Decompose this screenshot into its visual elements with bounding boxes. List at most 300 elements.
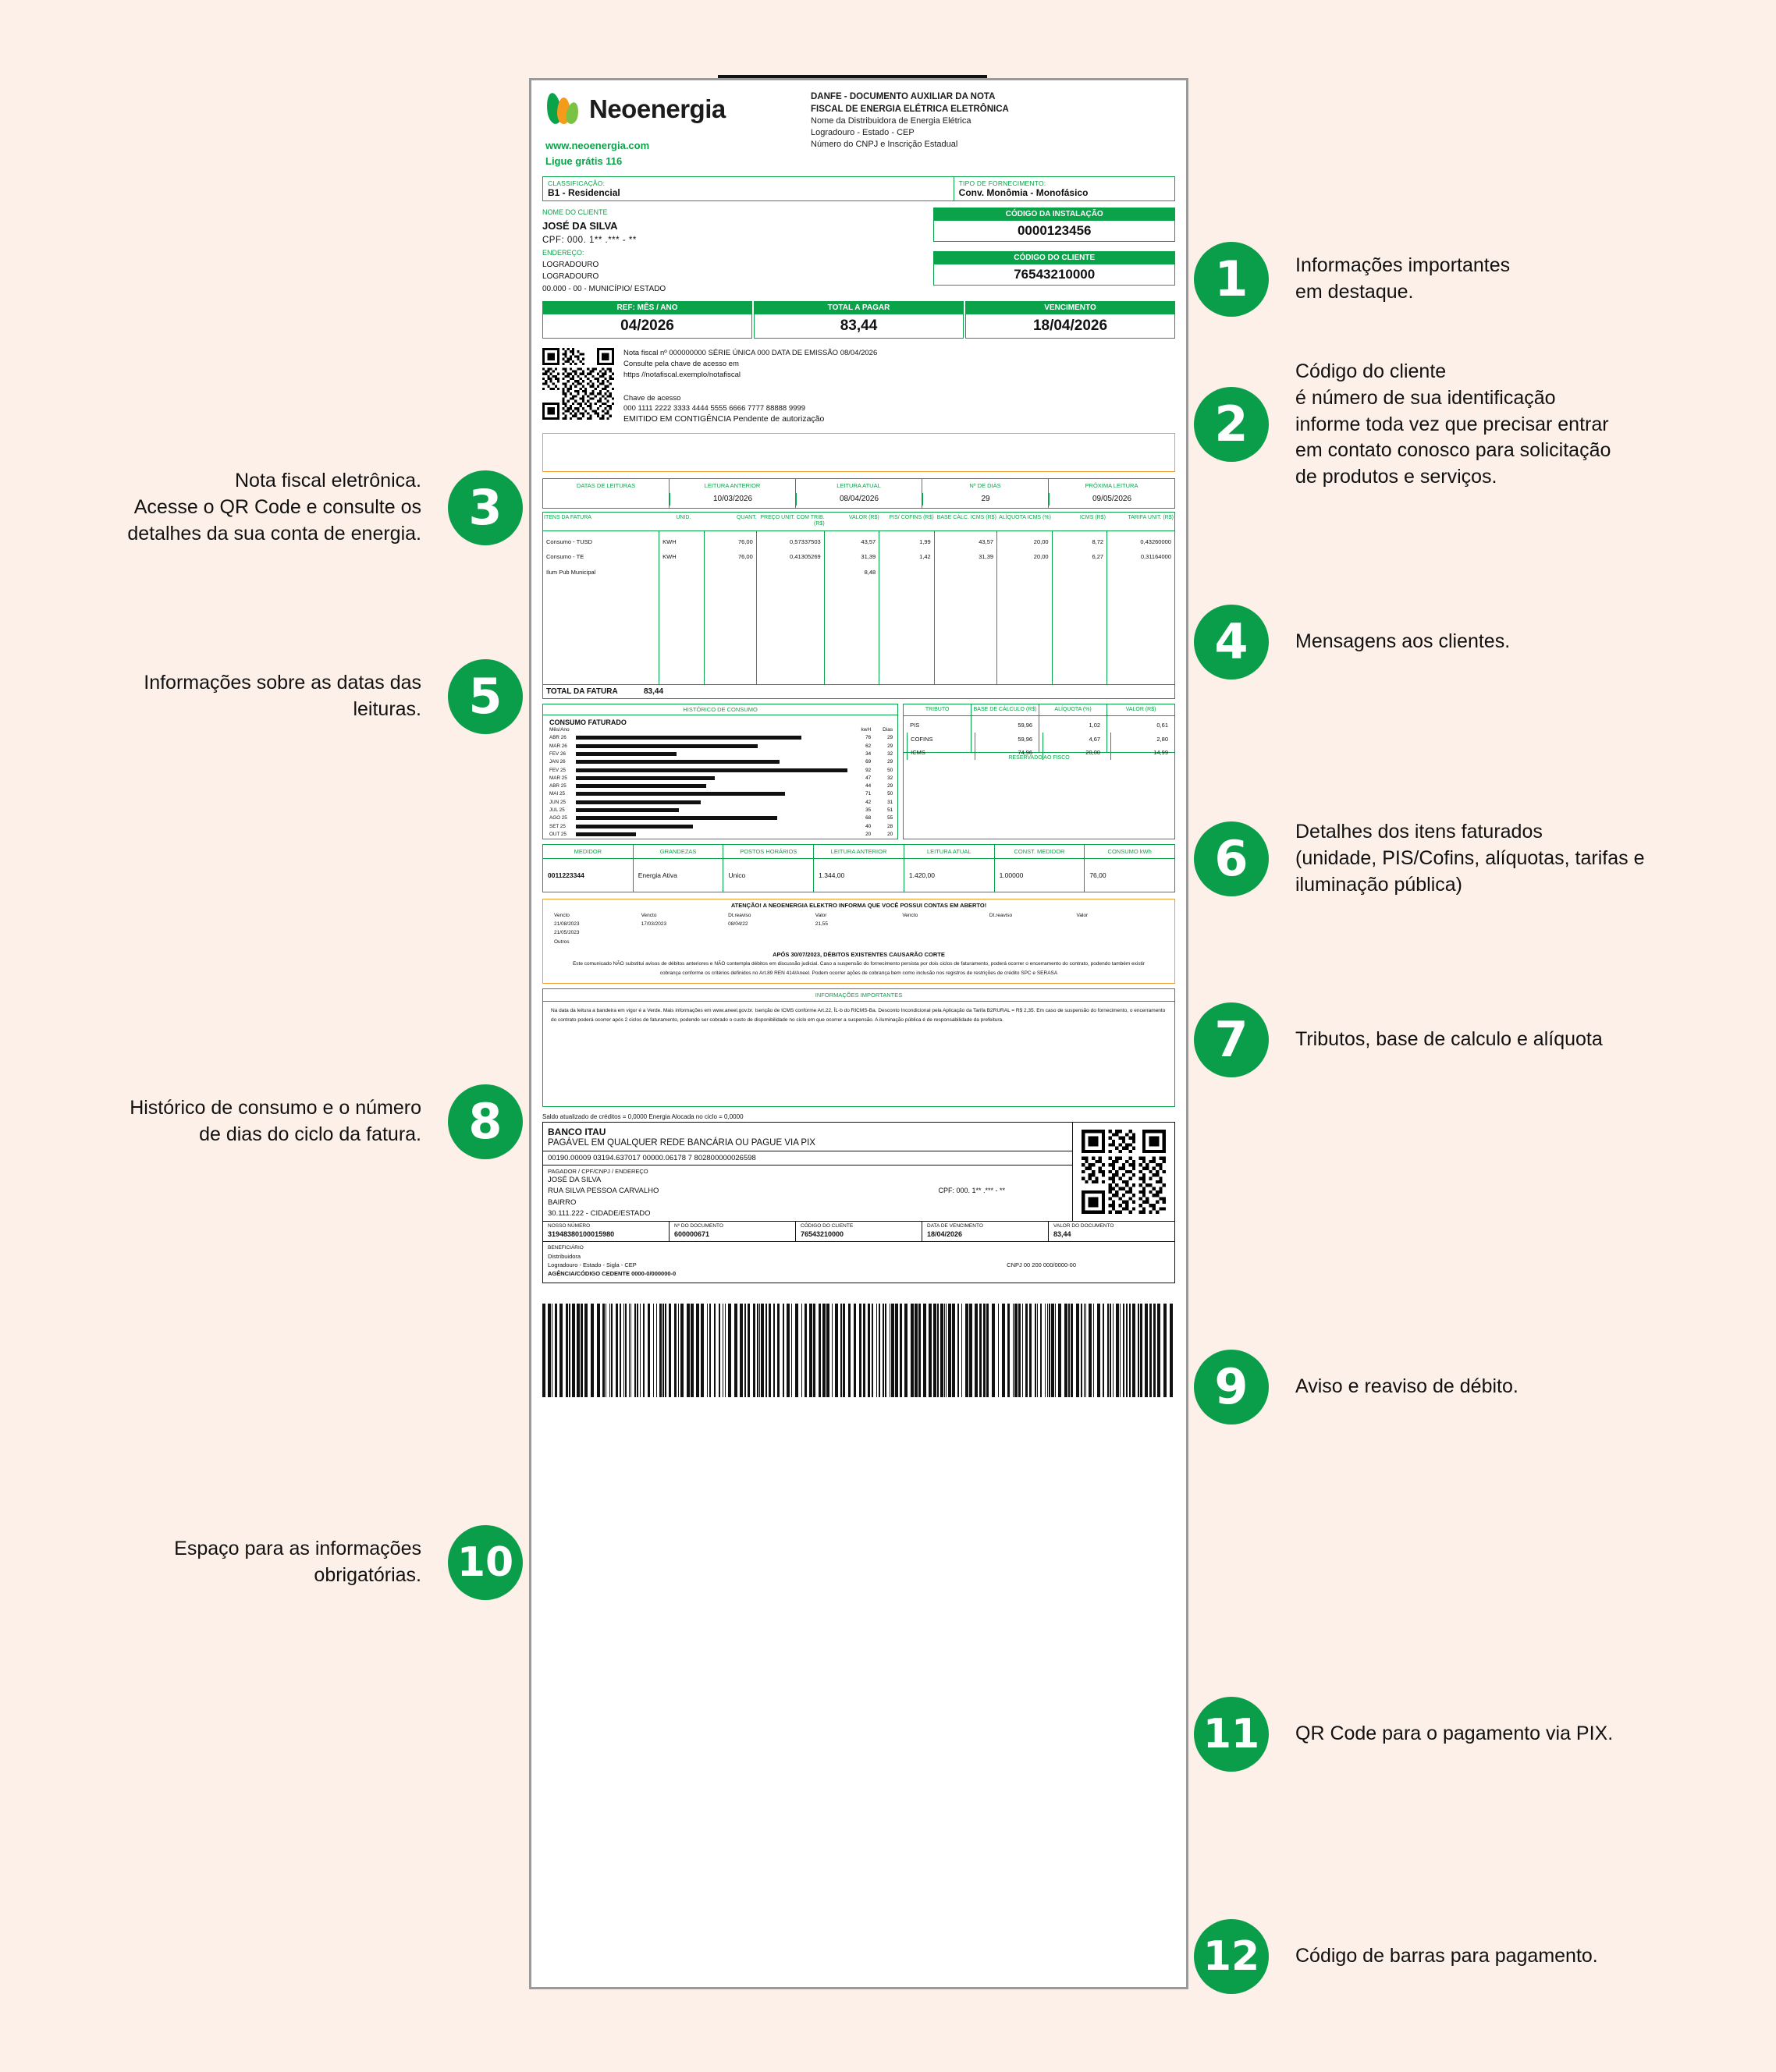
col-header-valor: VALOR (R$) bbox=[848, 514, 879, 520]
barcode-bar bbox=[795, 1304, 798, 1397]
barcode-bar bbox=[769, 1304, 771, 1397]
slip-label-4: VALOR DO DOCUMENTO bbox=[1053, 1223, 1114, 1229]
callout-7-number: 7 bbox=[1194, 1002, 1269, 1077]
history-kwh: 69 bbox=[865, 759, 872, 765]
barcode-bar bbox=[1081, 1304, 1082, 1397]
barcode-bar bbox=[940, 1304, 943, 1397]
item-preco-1: 0,41305269 bbox=[790, 553, 821, 561]
beneficiary-label: BENEFICIÁRIO bbox=[548, 1245, 584, 1251]
barcode-bar bbox=[669, 1304, 671, 1397]
history-days: 32 bbox=[887, 750, 893, 757]
callout-1-number: 1 bbox=[1194, 242, 1269, 317]
history-month: OUT 25 bbox=[549, 831, 567, 837]
history-bar bbox=[576, 792, 785, 796]
history-row bbox=[543, 766, 897, 774]
barcode-bar bbox=[975, 1304, 978, 1397]
history-bar-track bbox=[576, 792, 847, 796]
classification-label: CLASSIFICAÇÃO: bbox=[548, 179, 606, 187]
history-bar-track bbox=[576, 832, 847, 836]
danfe-line-5: Número do CNPJ e Inscrição Estadual bbox=[811, 139, 958, 149]
barcode-bar bbox=[1132, 1304, 1135, 1397]
barcode-bar bbox=[640, 1304, 641, 1397]
barcode-bar bbox=[777, 1304, 780, 1397]
barcode-bar bbox=[1093, 1304, 1094, 1397]
barcode-bar bbox=[883, 1304, 884, 1397]
barcode-bar bbox=[848, 1304, 851, 1397]
barcode-bar bbox=[1153, 1304, 1156, 1397]
slip-field-codigo-cliente bbox=[795, 1222, 922, 1241]
barcode-bar bbox=[961, 1304, 962, 1397]
barcode-bar bbox=[665, 1304, 666, 1397]
debt-col0-v1: 21/08/2023 bbox=[554, 921, 580, 927]
barcode-bar bbox=[753, 1304, 755, 1397]
beneficiary-name: Distribuidora bbox=[548, 1252, 581, 1260]
barcode-bar bbox=[863, 1304, 865, 1397]
history-col-kwh: kwH bbox=[861, 726, 872, 733]
history-month: MAI 25 bbox=[549, 791, 565, 797]
pix-qr-code[interactable] bbox=[1072, 1123, 1174, 1221]
history-days: 29 bbox=[887, 743, 893, 749]
item-unid-1: KWH bbox=[662, 553, 677, 561]
barcode-bar bbox=[1025, 1304, 1028, 1397]
summary-label-total: TOTAL A PAGAR bbox=[754, 301, 964, 314]
col-header-base: BASE CÁLC. ICMS (R$) bbox=[936, 514, 996, 520]
invoice-items-body bbox=[543, 531, 1174, 684]
item-aliq-0: 20,00 bbox=[1033, 538, 1049, 545]
debt-notice-table bbox=[543, 911, 1174, 947]
callout-9 bbox=[1194, 1350, 1518, 1424]
barcode-bar bbox=[1123, 1304, 1124, 1397]
callout-12-number: 12 bbox=[1194, 1919, 1269, 1994]
beneficiary-address: Logradouro - Estado - Sigla - CEP bbox=[548, 1261, 637, 1269]
barcode-bar bbox=[1035, 1304, 1036, 1397]
item-desc-0: Consumo - TUSD bbox=[546, 538, 593, 545]
history-kwh: 20 bbox=[865, 831, 872, 837]
reading-dates-table bbox=[542, 478, 1175, 509]
emission-status: EMITIDO EM CONTIGÊNCIA Pendente de autorização bbox=[623, 414, 825, 424]
barcode-bar bbox=[1049, 1304, 1050, 1397]
meter-col-4: LEITURA ATUAL bbox=[904, 845, 994, 858]
history-row bbox=[543, 774, 897, 782]
barcode-bar bbox=[1138, 1304, 1139, 1397]
history-kwh: 47 bbox=[865, 775, 872, 781]
barcode-bar bbox=[725, 1304, 726, 1397]
barcode-bar bbox=[1007, 1304, 1010, 1397]
barcode-bar bbox=[911, 1304, 914, 1397]
col-header-quant: QUANT. bbox=[736, 514, 757, 520]
history-days: 55 bbox=[887, 815, 893, 821]
meter-col-1: GRANDEZAS bbox=[633, 845, 723, 858]
barcode-bar bbox=[701, 1304, 704, 1397]
history-kwh: 76 bbox=[865, 735, 872, 741]
barcode-bar bbox=[719, 1304, 720, 1397]
barcode-bar bbox=[813, 1304, 815, 1397]
summary-value-ref: 04/2026 bbox=[542, 314, 752, 339]
callout-7-text: Tributos, base de calculo e alíquota bbox=[1295, 1028, 1603, 1051]
barcode-bar bbox=[801, 1304, 802, 1397]
installation-code-label: CÓDIGO DA INSTALAÇÃO bbox=[933, 208, 1175, 221]
barcode-bar bbox=[1157, 1304, 1160, 1397]
barcode-bar bbox=[602, 1304, 605, 1397]
barcode-bar bbox=[629, 1304, 630, 1397]
col-header-desc: ITENS DA FATURA bbox=[544, 514, 591, 520]
payment-slip bbox=[542, 1122, 1175, 1283]
barcode-bar bbox=[946, 1304, 947, 1397]
callout-2-number: 2 bbox=[1194, 387, 1269, 462]
barcode-bar bbox=[1140, 1304, 1142, 1397]
previous-reading-label: LEITURA ANTERIOR bbox=[704, 481, 761, 489]
history-bar bbox=[576, 825, 693, 828]
debt-cutoff-warning: APÓS 30/07/2023, DÉBITOS EXISTENTES CAUSARÃO CORTE bbox=[773, 951, 945, 959]
barcode-bar bbox=[957, 1304, 960, 1397]
history-month: JUL 25 bbox=[549, 807, 565, 813]
barcode-bar bbox=[759, 1304, 760, 1397]
barcode-bar bbox=[809, 1304, 812, 1397]
debt-col0-v3: Outros bbox=[554, 938, 570, 945]
item-quant-0: 76,00 bbox=[738, 538, 753, 545]
access-key-value: 000 1111 2222 3333 4444 5555 6666 7777 88888 9999 bbox=[623, 403, 805, 413]
supply-type-label: TIPO DE FORNECIMENTO: bbox=[958, 179, 1046, 187]
slip-field-documento bbox=[669, 1222, 795, 1241]
history-bar bbox=[576, 832, 636, 836]
barcode-bar bbox=[597, 1304, 600, 1397]
history-bar-track bbox=[576, 784, 847, 788]
barcode-bar bbox=[734, 1304, 737, 1397]
callout-10-text: Espaço para as informações obrigatórias. bbox=[174, 1538, 421, 1586]
tax-aliq-0: 1,02 bbox=[1089, 722, 1101, 729]
barcode-bar bbox=[581, 1304, 583, 1397]
history-month: MAR 26 bbox=[549, 743, 567, 749]
barcode-bar bbox=[1107, 1304, 1109, 1397]
barcode-bar bbox=[653, 1304, 654, 1397]
nfe-url[interactable]: https //notafiscal.exemplo/notafiscal bbox=[623, 370, 741, 379]
history-row bbox=[543, 798, 897, 806]
barcode-bar bbox=[915, 1304, 918, 1397]
callout-12 bbox=[1194, 1919, 1598, 1994]
important-information-text: Na data da leitura a bandeira em vigor é a Verde. Mais informações em www.aneel.gov.br. Isenção de ICMS conforme Art.22, ÍL-b do RICMS-Ba. Desconto Incondicional pela Aplicação da Tarifa B2RURAL = R$ 2,35. Em caso de suspensão do fornecimento, o encerramento do contrato poderá ocorrer após 2 ciclos de faturamento, podendo ser cobrado o custo de disponibilidade no ciclo em que ocorrer a suspensão. A iluminação pública é de responsabilidade da prefeitura. bbox=[551, 1008, 1166, 1024]
important-information-box bbox=[542, 988, 1175, 1107]
barcode-bar bbox=[986, 1304, 989, 1397]
tax-valor-2: 14,99 bbox=[1110, 746, 1171, 760]
debt-col5-h: Dt.reaviso bbox=[989, 912, 1013, 918]
history-month: JAN 26 bbox=[549, 759, 566, 765]
meter-value-2: Unico bbox=[723, 859, 813, 892]
barcode-bar bbox=[937, 1304, 939, 1397]
tax-col-aliquota: ALÍQUOTA (%) bbox=[1039, 704, 1106, 715]
barcode-bar bbox=[1089, 1304, 1092, 1397]
slip-field-valor bbox=[1048, 1222, 1174, 1241]
history-row bbox=[543, 750, 897, 757]
barcode-bar bbox=[843, 1304, 845, 1397]
barcode-bar bbox=[709, 1304, 711, 1397]
item-desc-1: Consumo - TE bbox=[546, 553, 584, 561]
customer-code-value: 76543210000 bbox=[933, 264, 1175, 286]
barcode-bar bbox=[714, 1304, 716, 1397]
tax-aliq-2: 20,00 bbox=[1043, 746, 1103, 760]
barcode-bar bbox=[918, 1304, 921, 1397]
item-desc-2: Ilum Pub Municipal bbox=[546, 568, 596, 576]
barcode-bar bbox=[1068, 1304, 1070, 1397]
history-bar-track bbox=[576, 744, 847, 748]
callout-6-number: 6 bbox=[1194, 821, 1269, 896]
danfe-line-3: Nome da Distribuidora de Energia Elétrica bbox=[811, 116, 971, 126]
days-count-label: Nº DE DIAS bbox=[969, 481, 1001, 489]
history-row bbox=[543, 806, 897, 814]
barcode-bar bbox=[872, 1304, 873, 1397]
barcode-bar bbox=[744, 1304, 746, 1397]
history-kwh: 92 bbox=[865, 767, 872, 773]
col-header-tarifa: TARIFA UNIT. (R$) bbox=[1128, 514, 1174, 520]
callout-3-number: 3 bbox=[448, 470, 523, 545]
tax-base-0: 59,96 bbox=[1018, 722, 1033, 729]
barcode-bar bbox=[1085, 1304, 1086, 1397]
payer-address-2: BAIRRO bbox=[548, 1197, 577, 1207]
history-kwh: 35 bbox=[865, 807, 872, 813]
meter-col-6: CONSUMO kWh bbox=[1084, 845, 1174, 858]
debt-col3-h: Valor bbox=[815, 912, 827, 918]
barcode-bar bbox=[566, 1304, 568, 1397]
danfe-line-2: FISCAL DE ENERGIA ELÉTRICA ELETRÔNICA bbox=[811, 104, 1009, 114]
history-bar-track bbox=[576, 816, 847, 820]
summary-value-total: 83,44 bbox=[754, 314, 964, 339]
debt-col2-v1: 08/04/22 bbox=[728, 921, 748, 927]
current-reading-label: LEITURA ATUAL bbox=[836, 481, 881, 489]
col-header-aliquota: ALÍQUOTA ICMS (%) bbox=[999, 514, 1051, 520]
item-pis-0: 1,99 bbox=[919, 538, 931, 545]
history-days: 50 bbox=[887, 767, 893, 773]
history-bar-track bbox=[576, 760, 847, 764]
barcode-bar bbox=[630, 1304, 631, 1397]
history-month: JUN 25 bbox=[549, 799, 566, 805]
history-bar-track bbox=[576, 808, 847, 812]
callout-10 bbox=[47, 1525, 523, 1600]
item-quant-1: 76,00 bbox=[738, 553, 753, 561]
reading-dates-title: DATAS DE LEITURAS bbox=[576, 481, 636, 489]
installation-code-value: 0000123456 bbox=[933, 221, 1175, 242]
payer-cpf: CPF: 000. 1** .*** - ** bbox=[938, 1187, 1005, 1195]
barcode-bar bbox=[1149, 1304, 1152, 1397]
payment-instruction: PAGÁVEL EM QUALQUER REDE BANCÁRIA OU PAGUE VIA PIX bbox=[548, 1138, 815, 1148]
callout-4-text: Mensagens aos clientes. bbox=[1295, 630, 1511, 653]
history-bar-track bbox=[576, 768, 847, 772]
customer-messages-box bbox=[542, 433, 1175, 472]
barcode-bar bbox=[876, 1304, 877, 1397]
history-row bbox=[543, 830, 897, 838]
barcode-bar bbox=[687, 1304, 690, 1397]
item-base-0: 43,57 bbox=[979, 538, 994, 545]
beneficiary-agency: AGÊNCIA/CÓDIGO CEDENTE 0000-0/000000-0 bbox=[548, 1270, 677, 1278]
debt-col1-h: Vencto bbox=[641, 912, 657, 918]
flame-logo-icon bbox=[545, 91, 581, 127]
invoice-total-label: TOTAL DA FATURA bbox=[546, 687, 618, 696]
history-month: MAR 25 bbox=[549, 775, 567, 781]
history-bar-track bbox=[576, 752, 847, 756]
meter-table bbox=[542, 844, 1175, 892]
barcode-bar bbox=[868, 1304, 870, 1397]
item-valor-1: 31,39 bbox=[861, 553, 876, 561]
barcode-bar bbox=[548, 1304, 551, 1397]
barcode-bar bbox=[559, 1304, 563, 1397]
callout-1-text: Informações importantes em destaque. bbox=[1295, 254, 1511, 303]
summary-cell-total bbox=[754, 301, 964, 339]
barcode-bar bbox=[542, 1304, 545, 1397]
barcode-bar bbox=[1029, 1304, 1032, 1397]
barcode-bar bbox=[1002, 1304, 1005, 1397]
fiscal-reserved-label: RESERVADO AO FISCO bbox=[904, 752, 1174, 763]
debt-col2-h: Dt.reaviso bbox=[728, 912, 751, 918]
barcode-bar bbox=[1064, 1304, 1067, 1397]
barcode-bar bbox=[1013, 1304, 1014, 1397]
barcode-bar bbox=[757, 1304, 758, 1397]
barcode-bar bbox=[819, 1304, 821, 1397]
col-header-preco: PREÇO UNIT. COM TRIB. (R$) bbox=[760, 514, 825, 527]
barcode-bar bbox=[662, 1304, 664, 1397]
danfe-line-1: DANFE - DOCUMENTO AUXILIAR DA NOTA bbox=[811, 92, 996, 101]
history-bar bbox=[576, 776, 715, 780]
slip-value-0: 31948380100015980 bbox=[548, 1230, 615, 1239]
item-icms-1: 6,27 bbox=[1092, 553, 1104, 561]
debt-col4-h: Vencto bbox=[902, 912, 918, 918]
barcode-bar bbox=[1163, 1304, 1167, 1397]
barcode-bar bbox=[1103, 1304, 1104, 1397]
history-bar bbox=[576, 752, 677, 756]
barcode-bar bbox=[577, 1304, 580, 1397]
meter-value-4: 1.420,00 bbox=[904, 859, 994, 892]
history-month: ABR 25 bbox=[549, 783, 567, 789]
barcode-bar bbox=[555, 1304, 557, 1397]
tax-col-base: BASE DE CÁLCULO (R$) bbox=[971, 704, 1039, 715]
history-bar bbox=[576, 768, 847, 772]
barcode-bar bbox=[656, 1304, 657, 1397]
history-days: 51 bbox=[887, 807, 893, 813]
history-subtitle: CONSUMO FATURADO bbox=[549, 718, 627, 726]
callout-5 bbox=[47, 659, 523, 734]
history-month: SET 25 bbox=[549, 823, 566, 829]
callout-12-text: Código de barras para pagamento. bbox=[1295, 1945, 1598, 1967]
next-reading-value: 09/05/2026 bbox=[1049, 493, 1174, 506]
bill-header bbox=[531, 80, 1186, 172]
slip-label-3: DATA DE VENCIMENTO bbox=[927, 1223, 983, 1229]
barcode-bar bbox=[983, 1304, 986, 1397]
item-icms-0: 8,72 bbox=[1092, 538, 1104, 545]
history-days: 29 bbox=[887, 783, 893, 789]
next-reading-label: PRÓXIMA LEITURA bbox=[1085, 481, 1138, 489]
brand-phone: Ligue grátis 116 bbox=[545, 154, 623, 167]
item-base-1: 31,39 bbox=[979, 553, 994, 561]
payment-barcode bbox=[542, 1304, 1175, 1397]
barcode-bar bbox=[895, 1304, 898, 1397]
barcode-bar bbox=[659, 1304, 662, 1397]
slip-field-nosso-numero bbox=[543, 1222, 669, 1241]
barcode-bar bbox=[826, 1304, 829, 1397]
callout-9-text: Aviso e reaviso de débito. bbox=[1295, 1375, 1518, 1398]
barcode-bar bbox=[992, 1304, 995, 1397]
tax-valor-1: 2,80 bbox=[1110, 733, 1171, 747]
taxes-panel bbox=[903, 704, 1175, 839]
callout-7 bbox=[1194, 1002, 1603, 1077]
callout-1 bbox=[1194, 242, 1510, 317]
barcode-bar bbox=[1071, 1304, 1073, 1397]
barcode-bar bbox=[1045, 1304, 1046, 1397]
history-row bbox=[543, 814, 897, 822]
customer-name-label: NOME DO CLIENTE bbox=[542, 208, 608, 216]
barcode-bar bbox=[761, 1304, 764, 1397]
barcode-bar bbox=[854, 1304, 856, 1397]
meter-value-5: 1.00000 bbox=[994, 859, 1085, 892]
meter-value-0: 0011223344 bbox=[548, 871, 584, 879]
tax-name-1: COFINS bbox=[907, 733, 968, 747]
meter-value-6: 76,00 bbox=[1084, 859, 1174, 892]
history-kwh: 68 bbox=[865, 815, 872, 821]
meter-row bbox=[543, 859, 1174, 892]
classification-value: B1 - Residencial bbox=[548, 187, 620, 198]
history-month: FEV 26 bbox=[549, 750, 566, 757]
barcode-bar bbox=[979, 1304, 982, 1397]
consumption-history-panel bbox=[542, 704, 898, 839]
barcode-bar bbox=[965, 1304, 968, 1397]
summary-label-due: VENCIMENTO bbox=[965, 301, 1175, 314]
barcode-bar bbox=[933, 1304, 936, 1397]
history-kwh: 44 bbox=[865, 783, 872, 789]
barcode-bar bbox=[1055, 1304, 1056, 1397]
history-days: 31 bbox=[887, 799, 893, 805]
barcode-bar bbox=[569, 1304, 570, 1397]
meter-value-1: Energia Ativa bbox=[633, 859, 723, 892]
history-bar bbox=[576, 808, 679, 812]
debt-col6-h: Valor bbox=[1076, 912, 1089, 918]
barcode-bar bbox=[1145, 1304, 1148, 1397]
callout-8-text: Histórico de consumo e o número de dias do ciclo da fatura. bbox=[130, 1097, 421, 1145]
barcode-bar bbox=[859, 1304, 861, 1397]
barcode-bar bbox=[678, 1304, 679, 1397]
slip-value-4: 83,44 bbox=[1053, 1230, 1071, 1239]
history-kwh: 62 bbox=[865, 743, 872, 749]
customer-name: JOSÉ DA SILVA bbox=[542, 219, 618, 232]
callout-3 bbox=[47, 468, 523, 547]
barcode-bar bbox=[805, 1304, 807, 1397]
callout-5-text: Informações sobre as datas das leituras. bbox=[144, 672, 421, 720]
barcode-bar bbox=[740, 1304, 743, 1397]
barcode-bar bbox=[609, 1304, 610, 1397]
barcode-bar bbox=[1040, 1304, 1042, 1397]
brand-website[interactable]: www.neoenergia.com bbox=[545, 140, 650, 151]
nfe-qr-code[interactable] bbox=[542, 348, 614, 420]
debt-col3-v1: 21,55 bbox=[815, 921, 829, 927]
callout-9-number: 9 bbox=[1194, 1350, 1269, 1424]
barcode-bar bbox=[1047, 1304, 1048, 1397]
col-header-icms: ICMS (R$) bbox=[1079, 514, 1106, 520]
history-row bbox=[543, 734, 897, 742]
slip-label-2: CÓDIGO DO CLIENTE bbox=[801, 1223, 854, 1229]
debt-col0-v2: 21/05/2023 bbox=[554, 930, 580, 936]
barcode-bar bbox=[1126, 1304, 1128, 1397]
nfe-line-1: Nota fiscal nº 000000000 SÉRIE ÚNICA 000 DATA DE EMISSÃO 08/04/2026 bbox=[623, 349, 878, 358]
history-bar bbox=[576, 760, 780, 764]
barcode-bar bbox=[1076, 1304, 1079, 1397]
debt-notice-text: Este comunicado NÃO substitui avisos de débitos anteriores e NÃO contempla débitos em discussão judicial. Caso a suspensão do fornecimento persista por dois ciclos de faturamento, poderá ocorrer o encerramento do contrato, podendo também existir cobrança conforme os critérios definidos no Art.89 REN 414/Aneel. Podem ocorrer ações de cobrança bem como inclusão nos registros de restrições de crédito SPC e SERASA bbox=[572, 961, 1146, 977]
previous-reading-value: 10/03/2026 bbox=[670, 493, 795, 506]
customer-address-1: LOGRADOURO bbox=[542, 260, 599, 269]
customer-code-label: CÓDIGO DO CLIENTE bbox=[933, 251, 1175, 264]
summary-label-ref: REF: MÊS / ANO bbox=[542, 301, 752, 314]
callout-11-number: 11 bbox=[1194, 1697, 1269, 1772]
callout-6-text: Detalhes dos itens faturados (unidade, PIS/Cofins, alíquotas, tarifas e iluminação pública) bbox=[1295, 821, 1645, 896]
callout-8-number: 8 bbox=[448, 1084, 523, 1159]
payer-address-1: RUA SILVA PESSOA CARVALHO bbox=[548, 1187, 659, 1196]
barcode-bar bbox=[707, 1304, 708, 1397]
history-row bbox=[543, 758, 897, 766]
barcode-bar bbox=[572, 1304, 575, 1397]
